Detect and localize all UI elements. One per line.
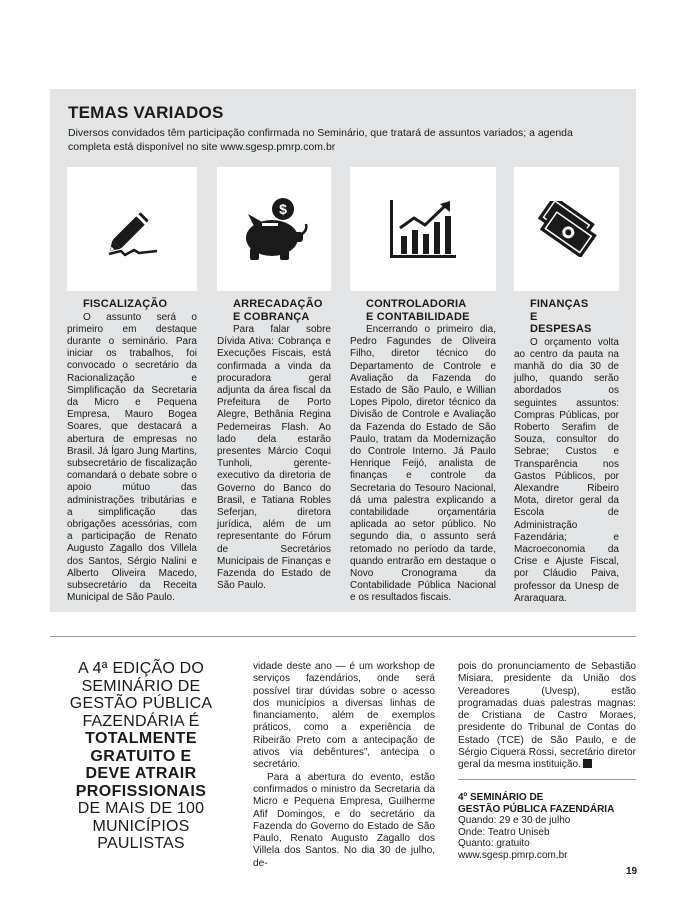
end-mark-icon [583, 759, 592, 768]
column-fiscalizacao [67, 298, 197, 604]
pull-quote-intro: A 4ª EDIÇÃO DO SEMINÁRIO DE GESTÃO PÚBLICA FAZENDÁRIA É [69, 660, 213, 730]
themes-box [50, 89, 636, 612]
body-paragraph [458, 661, 636, 772]
column-heading: ARRECADAÇÃO E COBRANÇA [233, 298, 323, 323]
event-price: Quanto: gratuito [458, 838, 530, 850]
column-text: Para falar sobre Dívida Ativa: Cobrança e Execuções Fiscais, está confirmada a vinda da procuradora geral adjunta da área fiscal da Prefeitura de Porto Alegre, Bethânia Regina Pederneiras Flash. Ao lado dela estarão presentes Márcio Coqui Tunholi, gerente-executivo da diretoria de Governo do Banco do Brasil, e Tatiana Robles Seferjan, diretora jurídica, além de um representante do Fórum de Secretários Municipais de Finanças e Fazenda do Estado de São Paulo. [217, 324, 331, 592]
body-column-1 [253, 661, 435, 870]
event-info [458, 792, 638, 862]
bar-chart-icon [388, 198, 458, 260]
event-venue: Onde: Teatro Uniseb [458, 826, 550, 838]
pen-tile [67, 167, 197, 291]
body-text: pois do pronunciamento de Sebastião Misiara, presidente da União dos Vereadores (Uvesp), estão programadas duas palestras magnas: de Cristiana de Castro Moraes, presidente do Tribunal de Contas do Estado (TCE) de São Paulo, e de Sérgio Ciquera Rossi, secretário diretor geral da mesma instituição. [458, 661, 636, 771]
event-title-line-2: GESTÃO PÚBLICA FAZENDÁRIA [458, 803, 615, 815]
event-website-link[interactable]: www.sgesp.pmrp.com.br [458, 849, 568, 861]
body-paragraph: vidade deste ano — é um workshop de serviços fazendários, onde será possível tirar dúvidas sobre o acesso dos municípios a diversas linhas de financiamento, além de exemplos práticos, como a experiência de Ribeirão Preto com a antecipação de ativos via debêntures”, antecipa o secretário. [253, 661, 435, 771]
box-subtitle: Diversos convidados têm participação confirmada no Seminário, que tratará de assuntos variados; a agenda completa está disponível no site www.sgesp.pmrp.com.br [68, 127, 573, 153]
column-controladoria [350, 298, 496, 605]
column-text: Encerrando o primeiro dia, Pedro Fagundes de Oliveira Filho, diretor técnico do Departamento de Controle e Avaliação da Fazenda do Estado de São Paulo, e Willian Lopes Pipolo, diretor técnico da Divisão de Controle e Avaliação da Fazenda do Estado de São Paulo, tratam da Modernização do Controle Interno. Já Paulo Henrique Feijó, analista de finanças e controle da Secretaria do Tesouro Nacional, dá uma palestra explicando a contabilidade orçamentária aplicada ao setor público. No segundo dia, o assunto será retomado no período da tarde, quando entrarão em destaque o Novo Cronograma da Contabilidade Pública Nacional e os resultados fiscais. [350, 324, 496, 604]
column-text: O assunto será o primeiro em destaque durante o seminário. Para iniciar os trabalhos, foi convocado o secretário da Racionalização e Simplificação da Secretaria da Micro e Pequena Empresa, Mauro Bogea Soares, que destacará a abertura de empresas no Brasil. Já Ígaro Jung Martins, subsecretário de fiscalização comandará o debate sobre o apoio mútuo das administrações tributárias e a simplificação das obrigações acessórias, com a participação de Renato Augusto Zagallo dos Villela dos Santos, Sérgio Nalini e Alberto Oliveira Macedo, subsecretário da Receita Municipal de São Paulo. [67, 311, 197, 604]
column-heading: FINANÇAS E DESPESAS [530, 298, 592, 335]
box-title: TEMAS VARIADOS [68, 103, 224, 122]
svg-text:$: $ [279, 201, 287, 217]
column-arrecadacao [217, 298, 331, 592]
pen-icon [101, 198, 163, 260]
pull-quote [66, 660, 216, 853]
pull-quote-outro: DE MAIS DE 100 MUNICÍPIOS PAULISTAS [77, 800, 205, 852]
event-title-line-1: 4º SEMINÁRIO DE [458, 792, 544, 803]
piggy-bank-icon [236, 196, 312, 262]
column-text: O orçamento volta ao centro da pauta na manhã do dia 30 de julho, quando serão abordados os seguintes assuntos: Compras Públicas, por Roberto Serafim de Souza, consultor do Sebrae; Custos e Transparência nos Gastos Públicos, por Alexandre Ribeiro Mota, diretor geral da Escola de Administração Fazendária; e Macroeconomia da Crise e Ajuste Fiscal, por Cláudio Paiva, professor da Unesp de Araraquara. [514, 336, 619, 604]
info-divider [458, 779, 636, 780]
chart-tile [350, 167, 496, 291]
column-heading: FISCALIZAÇÃO [83, 298, 168, 310]
page-number: 19 [626, 866, 638, 877]
column-financas [514, 298, 619, 605]
pull-quote-emphasis: TOTALMENTE GRATUITO E DEVE ATRAIR PROFISSIONAIS [75, 730, 207, 800]
section-divider [50, 636, 636, 637]
money-bills-icon [531, 201, 603, 257]
money-tile [514, 167, 619, 291]
column-heading: CONTROLADORIA E CONTABILIDADE [366, 298, 470, 323]
body-paragraph: Para a abertura do evento, estão confirmados o ministro da Secretaria da Micro e Pequena Empresa, Guilherme Afif Domingos, e do secretário da Fazenda do Governo do Estado de São Paulo, Renato Augusto Zagallo dos Villela dos Santos. No dia 30 de julho, de- [253, 771, 435, 869]
piggy-tile [217, 167, 331, 291]
event-date: Quando: 29 e 30 de julho [458, 815, 571, 827]
body-column-2 [458, 661, 636, 772]
